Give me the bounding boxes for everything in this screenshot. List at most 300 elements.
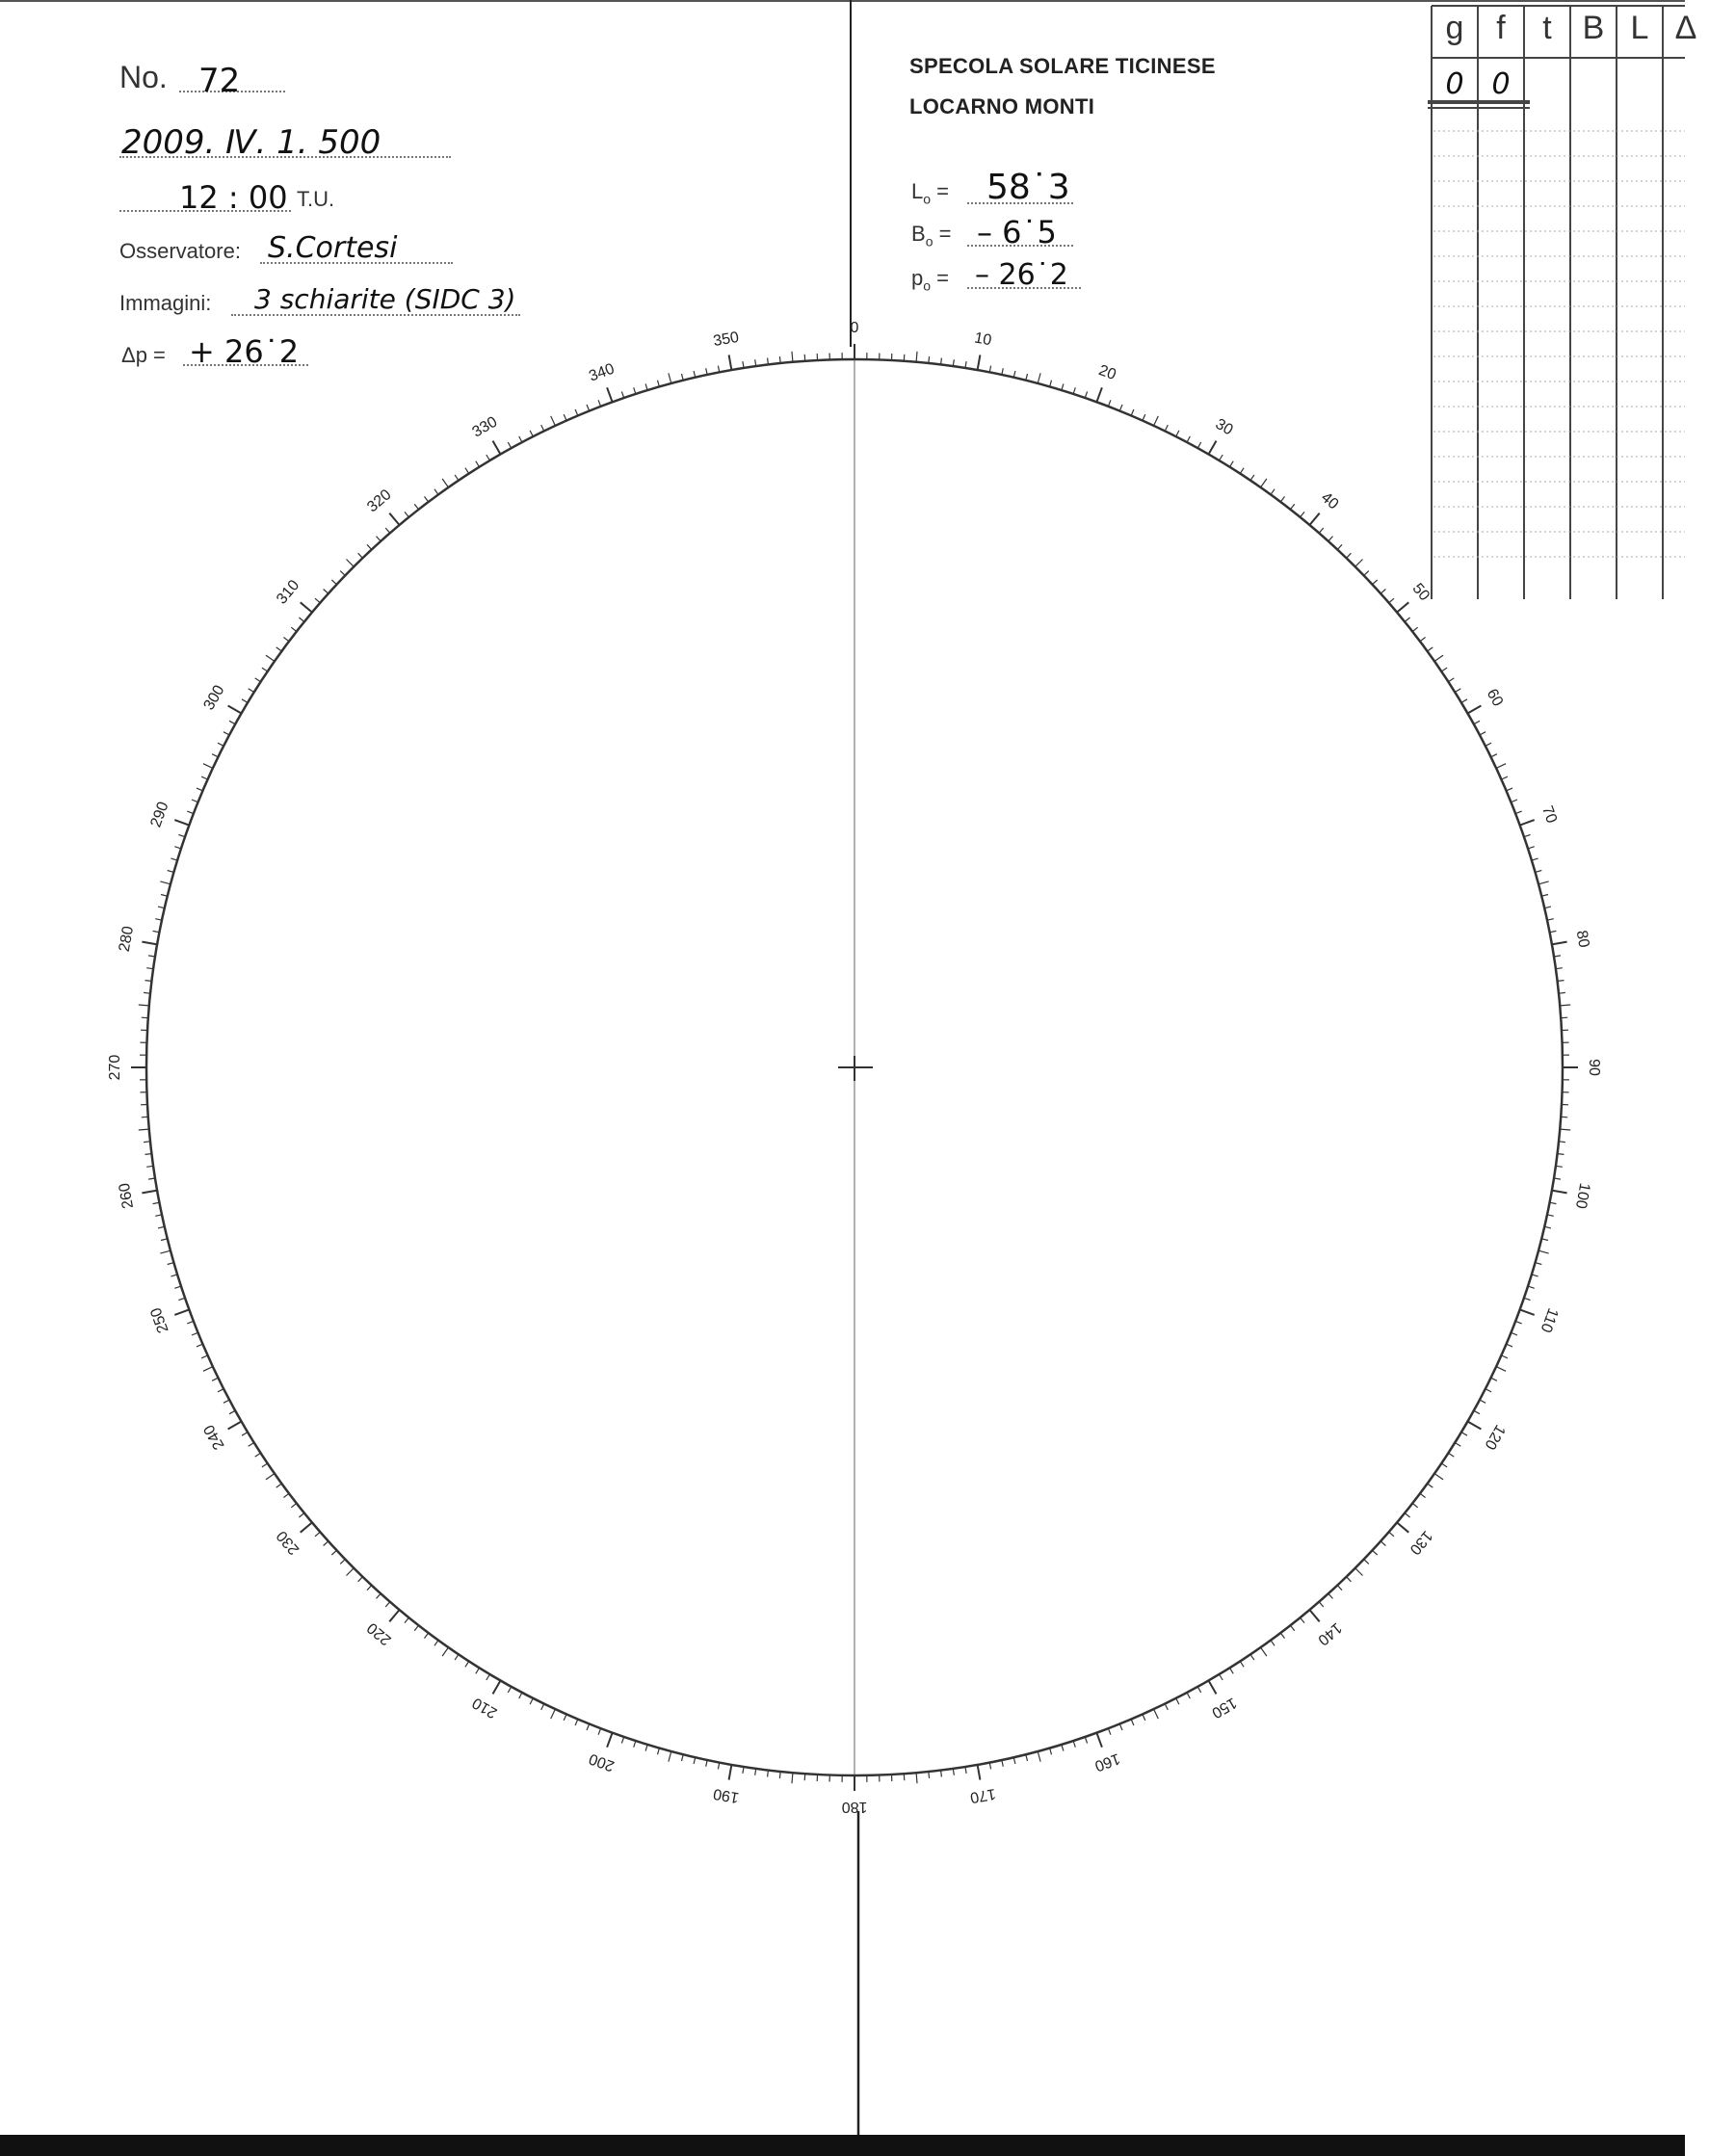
scale-tick (1448, 1453, 1454, 1457)
scale-tick (519, 1693, 522, 1698)
scale-tick (1558, 981, 1564, 982)
scale-tick (1480, 732, 1486, 735)
scale-tick (1240, 1661, 1244, 1667)
scale-tick (1541, 1239, 1548, 1241)
scale-tick (1515, 811, 1522, 814)
scale-tick (299, 618, 303, 621)
scale-tick (1405, 1513, 1409, 1517)
scale-tick (1428, 1484, 1433, 1487)
scale-tick (377, 1593, 381, 1598)
scale-tick (1486, 743, 1491, 746)
scale-tick (249, 1443, 254, 1447)
scale-tick (804, 355, 805, 361)
scale-tick (142, 1191, 157, 1194)
scale-tick (160, 881, 171, 884)
scale-tick (564, 414, 566, 420)
scale-tick (1474, 1410, 1480, 1413)
scale-tick (551, 1709, 556, 1719)
scale-tick (340, 1560, 345, 1564)
scale-tick (242, 699, 248, 703)
scale-tick (1420, 1493, 1426, 1497)
scale-tick (1261, 1647, 1267, 1656)
scale-tick (1143, 1715, 1145, 1721)
scale-tick (1434, 655, 1443, 661)
scale-tick (904, 355, 905, 361)
scale-tick (174, 820, 189, 826)
scale-tick (171, 1275, 177, 1276)
scale-tick (1491, 754, 1497, 757)
scale-label-240: 240 (200, 1421, 228, 1453)
scale-tick (174, 1309, 189, 1315)
scale-tick (729, 1765, 732, 1780)
observer-value: S.Cortesi (268, 231, 398, 265)
scale-tick (145, 1154, 152, 1155)
scale-tick (455, 1654, 459, 1660)
scale-tick (978, 1765, 981, 1780)
scale-tick (1428, 647, 1433, 651)
scale-tick (1559, 992, 1565, 993)
scale-tick (1507, 788, 1512, 791)
scale-tick (161, 895, 168, 897)
scale-label-300: 300 (200, 682, 228, 714)
scale-tick (171, 858, 177, 860)
table-header-b: B (1582, 10, 1605, 46)
scale-tick (255, 678, 261, 682)
scale-tick (1532, 1275, 1538, 1276)
scale-tick (779, 356, 780, 363)
scale-tick (621, 1737, 623, 1744)
scale-tick (405, 512, 408, 516)
scale-tick (530, 431, 533, 436)
scale-tick (192, 800, 198, 802)
scale-tick (1507, 1344, 1512, 1347)
scale-tick (174, 1286, 181, 1288)
scale-tick (1197, 442, 1200, 448)
scale-label-80: 80 (1572, 929, 1592, 949)
scale-tick (1309, 513, 1319, 525)
scale-tick (564, 1715, 566, 1721)
scale-label-340: 340 (587, 360, 618, 385)
scale-label-290: 290 (147, 800, 172, 830)
scale-tick (519, 436, 522, 442)
scale-tick (1434, 1474, 1443, 1480)
scale-tick (455, 475, 459, 481)
scale-tick (144, 992, 150, 993)
images-value: 3 schiarite (SIDC 3) (254, 283, 516, 315)
scale-tick (160, 1250, 171, 1253)
scale-tick (158, 1226, 165, 1228)
scale-tick (1455, 1443, 1460, 1447)
scale-tick (139, 1129, 149, 1130)
scale-tick (1131, 409, 1134, 415)
scale-label-180: 180 (841, 1798, 868, 1815)
scale-tick (804, 1774, 805, 1780)
delta-p-label: Δp = (121, 343, 166, 367)
scale-tick (1176, 1698, 1179, 1704)
scale-tick (634, 387, 636, 394)
scale-tick (197, 788, 202, 791)
scale-tick (465, 468, 469, 474)
scale-tick (1220, 455, 1223, 460)
scale-tick (347, 1568, 355, 1576)
table-cell-g-1: 0 (1445, 67, 1464, 101)
scale-tick (1520, 1309, 1535, 1315)
scale-label-330: 330 (469, 413, 501, 441)
scale-tick (682, 1754, 684, 1761)
table-grid (1428, 6, 1685, 599)
scale-tick (1143, 414, 1145, 420)
scale-tick (645, 1745, 647, 1751)
scale-label-210: 210 (469, 1694, 501, 1722)
scale-label-350: 350 (712, 329, 741, 351)
scale-tick (493, 441, 501, 455)
scale-label-0: 0 (850, 320, 859, 337)
scale-tick (142, 1017, 148, 1018)
scale-tick (1220, 1674, 1223, 1680)
scale-tick (340, 571, 345, 576)
scale-tick (161, 1239, 168, 1241)
scale-label-260: 260 (116, 1181, 138, 1210)
scale-tick (1347, 1577, 1352, 1582)
scale-tick (1364, 1560, 1369, 1564)
scale-tick (508, 1687, 511, 1693)
scale-label-130: 130 (1406, 1527, 1435, 1558)
scale-tick (1538, 881, 1549, 884)
scale-tick (1187, 1693, 1190, 1698)
scale-tick (1412, 627, 1418, 631)
scale-tick (1165, 1704, 1168, 1710)
scanner-bottom-bar (0, 2135, 1685, 2156)
table-cell-f-1: 0 (1491, 67, 1511, 101)
scale-tick (229, 1410, 235, 1413)
scale-tick (201, 1355, 207, 1358)
scale-tick (1038, 373, 1040, 383)
scale-tick (1119, 405, 1122, 411)
l0-label: $L_o$ = (911, 179, 950, 207)
scale-tick (1468, 706, 1482, 714)
scale-tick (315, 1532, 320, 1537)
scale-tick (1108, 400, 1111, 407)
scale-tick (1544, 1226, 1551, 1228)
scale-tick (1496, 1367, 1506, 1372)
scale-tick (367, 1586, 372, 1591)
scale-tick (1209, 441, 1217, 455)
scale-label-50: 50 (1408, 580, 1433, 605)
institution-line-2: LOCARNO MONTI (909, 94, 1095, 118)
scale-tick (530, 1698, 533, 1704)
scale-tick (1412, 1504, 1418, 1508)
scale-tick (414, 504, 418, 510)
scale-tick (187, 811, 194, 814)
scale-tick (978, 355, 981, 370)
scale-tick (358, 1577, 363, 1582)
scale-label-70: 70 (1538, 803, 1560, 826)
table-header-delta: Δ (1674, 10, 1697, 46)
scale-tick (201, 776, 207, 779)
scale-tick (1558, 1154, 1564, 1155)
scale-tick (1013, 1757, 1015, 1764)
scale-tick (598, 1728, 601, 1735)
scale-tick (301, 602, 312, 612)
scale-tick (347, 560, 355, 567)
scale-tick (139, 1005, 149, 1006)
scale-tick (575, 1720, 578, 1725)
scale-tick (792, 1773, 793, 1783)
scale-tick (486, 455, 490, 460)
scale-tick (916, 352, 917, 362)
scale-tick (434, 1641, 438, 1646)
scale-tick (389, 1610, 399, 1621)
scale-tick (228, 1422, 242, 1430)
institution-line-1: SPECOLA SOLARE TICINESE (909, 54, 1216, 78)
scale-tick (1176, 431, 1179, 436)
scale-tick (1328, 1593, 1333, 1598)
scale-tick (768, 1771, 769, 1777)
scale-tick (358, 553, 363, 558)
date-value: 2009. Ⅳ. 1. 500 (121, 123, 381, 162)
scale-tick (1319, 528, 1324, 533)
scale-tick (1397, 602, 1408, 612)
scale-tick (1538, 1250, 1549, 1253)
scale-tick (266, 655, 275, 661)
scale-tick (262, 1463, 268, 1467)
scale-tick (1512, 1332, 1518, 1335)
scale-tick (1441, 1463, 1447, 1467)
scale-tick (1541, 895, 1548, 897)
scale-tick (607, 1733, 613, 1748)
scale-tick (1038, 1751, 1040, 1762)
scale-tick (768, 358, 769, 365)
scale-label-150: 150 (1208, 1694, 1240, 1722)
scale-label-190: 190 (712, 1784, 741, 1806)
scale-tick (1515, 1321, 1522, 1324)
scale-tick (315, 598, 320, 603)
scale-tick (1559, 1142, 1565, 1143)
scale-tick (669, 1751, 671, 1762)
scale-tick (1026, 374, 1028, 381)
scale-tick (425, 1633, 429, 1639)
scale-tick (508, 442, 511, 448)
scale-tick (1230, 1668, 1234, 1673)
scale-tick (1480, 1400, 1486, 1403)
scale-tick (283, 638, 289, 642)
scale-tick (228, 706, 242, 714)
scale-tick (1119, 1724, 1122, 1731)
scale-tick (1197, 1687, 1200, 1693)
scale-tick (1561, 1017, 1567, 1018)
scale-tick (1486, 1389, 1491, 1392)
scale-tick (324, 590, 329, 594)
scale-tick (1085, 1737, 1087, 1744)
scale-tick (587, 405, 590, 411)
scale-tick (1250, 1654, 1254, 1660)
scale-tick (377, 537, 381, 541)
scale-label-230: 230 (274, 1527, 303, 1558)
scale-tick (598, 400, 601, 407)
scale-tick (941, 1771, 942, 1777)
scale-tick (1073, 387, 1075, 394)
scale-label-270: 270 (107, 1054, 124, 1081)
scale-label-250: 250 (147, 1304, 172, 1335)
scale-tick (1461, 699, 1467, 703)
scale-tick (1502, 776, 1508, 779)
images-label: Immagini: (119, 291, 212, 315)
scale-tick (249, 689, 254, 693)
scale-tick (1073, 1741, 1075, 1748)
scale-tick (541, 1704, 544, 1710)
scale-tick (575, 409, 578, 415)
scale-tick (1420, 638, 1426, 642)
scale-tick (1337, 1586, 1342, 1591)
scale-tick (1380, 1541, 1385, 1546)
scale-tick (1491, 1378, 1497, 1380)
scale-tick (779, 1772, 780, 1778)
scale-tick (621, 391, 623, 398)
scale-tick (1280, 496, 1284, 502)
number-label: No. (119, 60, 168, 94)
scale-label-320: 320 (364, 486, 395, 516)
scale-label-20: 20 (1096, 362, 1118, 384)
scale-tick (385, 528, 390, 533)
scale-tick (1013, 371, 1015, 378)
scale-tick (223, 1400, 229, 1403)
time-unit: T.U. (297, 187, 335, 211)
scale-tick (301, 1522, 312, 1532)
scale-tick (385, 1602, 390, 1607)
scale-tick (1337, 544, 1342, 549)
scale-tick (1085, 391, 1087, 398)
scale-tick (1520, 820, 1535, 826)
scale-tick (203, 1367, 213, 1372)
scale-tick (1528, 1286, 1535, 1288)
scale-tick (1364, 571, 1369, 576)
scale-tick (465, 1661, 469, 1667)
scale-tick (142, 942, 157, 945)
scale-tick (1544, 907, 1551, 908)
table-header-f: f (1496, 10, 1506, 46)
scale-tick (442, 1647, 448, 1656)
scale-tick (792, 352, 793, 362)
observer-label: Osservatore: (119, 239, 241, 263)
scale-tick (1389, 598, 1394, 603)
scale-label-220: 220 (364, 1618, 395, 1648)
scale-tick (634, 1741, 636, 1748)
scale-tick (694, 1757, 696, 1764)
scale-tick (1187, 436, 1190, 442)
scale-label-160: 160 (1091, 1749, 1122, 1775)
scale-label-110: 110 (1537, 1305, 1562, 1335)
scale-tick (1280, 1633, 1284, 1639)
time-value: 12 : 00 (179, 179, 288, 216)
scale-label-30: 30 (1212, 415, 1236, 439)
scale-tick (1096, 387, 1102, 402)
scale-tick (1474, 721, 1480, 723)
table-header-t: t (1542, 10, 1552, 46)
scale-tick (1301, 512, 1304, 516)
scale-tick (1291, 1625, 1295, 1631)
b0-value: – 6˙5 (977, 214, 1057, 250)
scale-tick (1096, 1733, 1102, 1748)
scale-tick (291, 627, 297, 631)
scale-tick (291, 1504, 297, 1508)
scale-tick (607, 387, 613, 402)
scale-tick (493, 1681, 501, 1695)
scale-tick (367, 544, 372, 549)
scale-tick (145, 981, 152, 982)
scale-tick (1397, 1522, 1408, 1532)
scale-tick (1512, 800, 1518, 802)
scale-tick (1131, 1720, 1134, 1725)
scale-tick (669, 373, 671, 383)
scale-tick (1355, 560, 1363, 567)
scale-tick (1062, 383, 1064, 390)
scale-tick (389, 513, 399, 525)
scale-tick (192, 1332, 198, 1335)
scale-tick (158, 907, 165, 908)
scale-tick (434, 489, 438, 495)
scale-tick (331, 580, 336, 585)
scale-tick (229, 721, 235, 723)
scale-tick (1405, 618, 1409, 621)
scale-tick (1230, 461, 1234, 467)
scale-tick (276, 647, 282, 651)
scale-tick (1373, 1550, 1378, 1555)
p0-value: – 26˙2 (975, 258, 1068, 292)
table-row-lines (1433, 131, 1685, 557)
scale-label-60: 60 (1483, 686, 1507, 710)
scale-tick (1154, 416, 1159, 426)
scale-label-100: 100 (1571, 1181, 1593, 1210)
delta-p-value: + 26˙2 (189, 333, 300, 370)
number-value: 72 (198, 62, 241, 100)
scale-label-40: 40 (1317, 488, 1342, 513)
scale-label-90: 90 (1585, 1059, 1602, 1076)
scale-tick (1209, 1681, 1217, 1695)
scale-tick (1455, 689, 1460, 693)
scale-tick (486, 1674, 490, 1680)
table-header-g: g (1445, 10, 1464, 46)
scale-tick (331, 1550, 336, 1555)
scale-tick (1301, 1617, 1304, 1622)
scale-tick (1560, 1129, 1570, 1130)
scale-tick (729, 355, 732, 370)
l0-value: 58˙3 (986, 168, 1070, 207)
scale-tick (144, 1142, 150, 1143)
scale-tick (178, 1298, 185, 1300)
scale-tick (1524, 1298, 1531, 1300)
scale-tick (203, 764, 213, 769)
scale-tick (1524, 834, 1531, 836)
b0-label: $B_o$ = (911, 222, 952, 250)
scale-tick (541, 425, 544, 431)
scale-tick (1496, 764, 1506, 769)
scale-tick (187, 1321, 194, 1324)
scale-tick (1319, 1602, 1324, 1607)
scale-tick (1250, 475, 1254, 481)
scale-tick (682, 374, 684, 381)
scale-label-280: 280 (116, 925, 138, 954)
scale-tick (1165, 425, 1168, 431)
scale-tick (405, 1617, 408, 1622)
scale-tick (283, 1493, 289, 1497)
scale-tick (442, 479, 448, 487)
scale-tick (1108, 1728, 1111, 1735)
scale-tick (551, 416, 556, 426)
scale-tick (223, 732, 229, 735)
scale-tick (1373, 580, 1378, 585)
scale-tick (1380, 590, 1385, 594)
scale-tick (476, 461, 480, 467)
